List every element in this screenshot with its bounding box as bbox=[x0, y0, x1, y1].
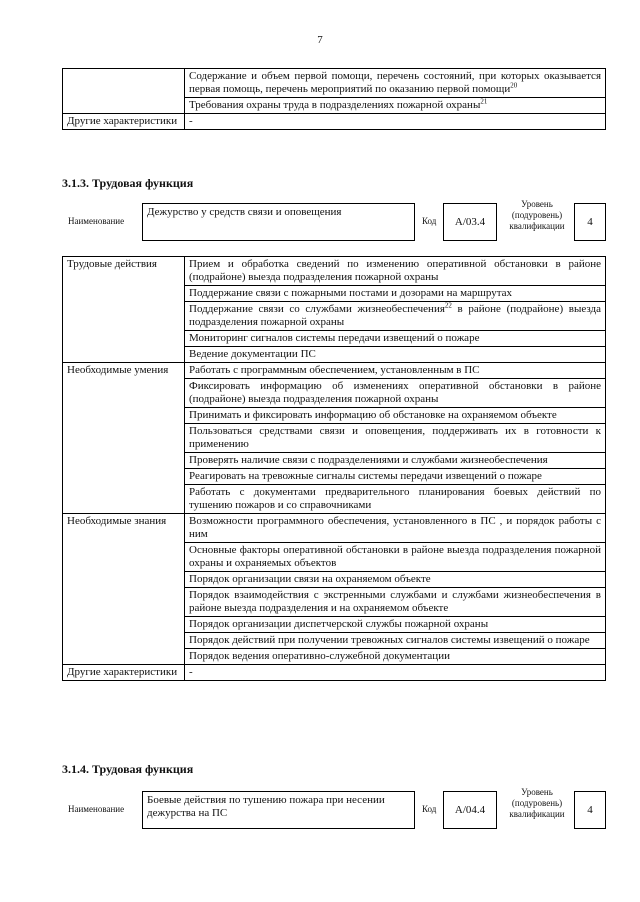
row-item bbox=[185, 649, 606, 665]
item-text: Порядок взаимодействия с экстренными службами и службами жизнеобеспечения в районе выезда подразделения и на охраняемом объекте bbox=[189, 589, 601, 614]
row-item bbox=[185, 543, 606, 572]
row-item bbox=[185, 363, 606, 379]
item-text: Основные факторы оперативной обстановки в районе выезда подразделения пожарной охраны и охраняемых объектов bbox=[189, 544, 601, 569]
code-label: Код bbox=[422, 804, 437, 814]
item-text: - bbox=[189, 115, 193, 127]
item-text: Принимать и фиксировать информацию об обстановке на охраняемом объекте bbox=[189, 409, 557, 421]
name-label: Наименование bbox=[68, 804, 125, 814]
item-text: Работать с документами предварительного планирования боевых действий по тушению пожаров и со справочниками bbox=[189, 486, 601, 511]
item-text: Ведение документации ПС bbox=[189, 348, 316, 360]
table-row bbox=[63, 363, 606, 379]
row-label: Трудовые действия bbox=[63, 257, 185, 363]
row-item bbox=[185, 257, 606, 286]
table-row bbox=[63, 257, 606, 286]
function-code: A/04.4 bbox=[443, 791, 497, 829]
row-label bbox=[63, 69, 185, 114]
function-header-313 bbox=[62, 199, 606, 247]
row-item bbox=[185, 286, 606, 302]
name-label: Наименование bbox=[68, 216, 125, 226]
row-item bbox=[185, 347, 606, 363]
section-heading-313: 3.1.3. Трудовая функция bbox=[62, 176, 194, 190]
item-text-continued: в районе (подрайоне) выезда подразделения пожарной охраны bbox=[189, 303, 601, 328]
row-item bbox=[185, 379, 606, 408]
function-header-314 bbox=[62, 787, 606, 835]
level-label: Уровень (подуровень) квалификации bbox=[509, 787, 565, 819]
table-row bbox=[63, 114, 606, 130]
row-label: Другие характеристики bbox=[63, 114, 185, 130]
item-text: Работать с программным обеспечением, установленным в ПС bbox=[189, 364, 480, 376]
page-number: 7 bbox=[317, 34, 323, 46]
item-text: Порядок ведения оперативно-служебной документации bbox=[189, 650, 450, 662]
item-text: Порядок организации связи на охраняемом объекте bbox=[189, 573, 431, 585]
item-text: Прием и обработка сведений по изменению оперативной обстановки в районе (подрайоне) выезда подразделения пожарной охраны bbox=[189, 258, 601, 283]
row-item bbox=[185, 98, 606, 114]
row-label: Необходимые знания bbox=[63, 514, 185, 665]
item-text: - bbox=[189, 666, 193, 678]
item-text: Содержание и объем первой помощи, перечень состояний, при которых оказывается первая помощь, перечень мероприятий по оказанию первой помощи bbox=[189, 70, 601, 95]
qualification-level: 4 bbox=[574, 203, 606, 241]
item-text: Реагировать на тревожные сигналы системы передачи извещений о пожаре bbox=[189, 470, 542, 482]
function-code: A/03.4 bbox=[443, 203, 497, 241]
code-label: Код bbox=[422, 216, 437, 226]
item-text: Требования охраны труда в подразделениях пожарной охраны bbox=[189, 99, 481, 111]
section-heading-314: 3.1.4. Трудовая функция bbox=[62, 762, 194, 776]
item-text: Поддержание связи с пожарными постами и дозорами на маршрутах bbox=[189, 287, 513, 299]
top-requirements-table bbox=[62, 68, 606, 130]
row-label: Необходимые умения bbox=[63, 363, 185, 514]
item-text: Фиксировать информацию об изменениях оперативной обстановки в районе (подрайоне) выезда подразделения пожарной охраны bbox=[189, 380, 601, 405]
qualification-level: 4 bbox=[574, 791, 606, 829]
footnote-ref: 21 bbox=[480, 97, 488, 106]
row-item bbox=[185, 424, 606, 453]
row-item bbox=[185, 331, 606, 347]
row-item bbox=[185, 453, 606, 469]
row-item bbox=[185, 572, 606, 588]
row-item bbox=[185, 617, 606, 633]
level-label: Уровень (подуровень) квалификации bbox=[509, 199, 565, 231]
row-item bbox=[185, 408, 606, 424]
row-item bbox=[185, 69, 606, 98]
footnote-ref: 22 bbox=[444, 301, 452, 310]
function-requirements-table bbox=[62, 256, 606, 681]
row-item bbox=[185, 665, 606, 681]
row-label: Другие характеристики bbox=[63, 665, 185, 681]
item-text: Пользоваться средствами связи и оповещения, поддерживать их в готовности к применению bbox=[189, 425, 601, 450]
item-text: Порядок действий при получении тревожных сигналов системы извещений о пожаре bbox=[189, 634, 590, 646]
table-row bbox=[63, 514, 606, 543]
function-name: Боевые действия по тушению пожара при несении дежурства на ПС bbox=[142, 791, 415, 829]
row-item bbox=[185, 302, 606, 331]
row-item bbox=[185, 588, 606, 617]
row-item bbox=[185, 633, 606, 649]
item-text: Возможности программного обеспечения, установленного в ПС , и порядок работы с ним bbox=[189, 515, 601, 540]
item-text: Поддержание связи со службами жизнеобеспечения bbox=[189, 303, 445, 315]
row-item bbox=[185, 114, 606, 130]
table-row bbox=[63, 69, 606, 98]
footnote-ref: 20 bbox=[510, 81, 518, 90]
row-item bbox=[185, 485, 606, 514]
item-text: Проверять наличие связи с подразделениями и службами жизнеобеспечения bbox=[189, 454, 548, 466]
row-item bbox=[185, 469, 606, 485]
item-text: Мониторинг сигналов системы передачи извещений о пожаре bbox=[189, 332, 480, 344]
function-name: Дежурство у средств связи и оповещения bbox=[142, 203, 415, 241]
table-row bbox=[63, 665, 606, 681]
item-text: Порядок организации диспетчерской службы пожарной охраны bbox=[189, 618, 489, 630]
row-item bbox=[185, 514, 606, 543]
